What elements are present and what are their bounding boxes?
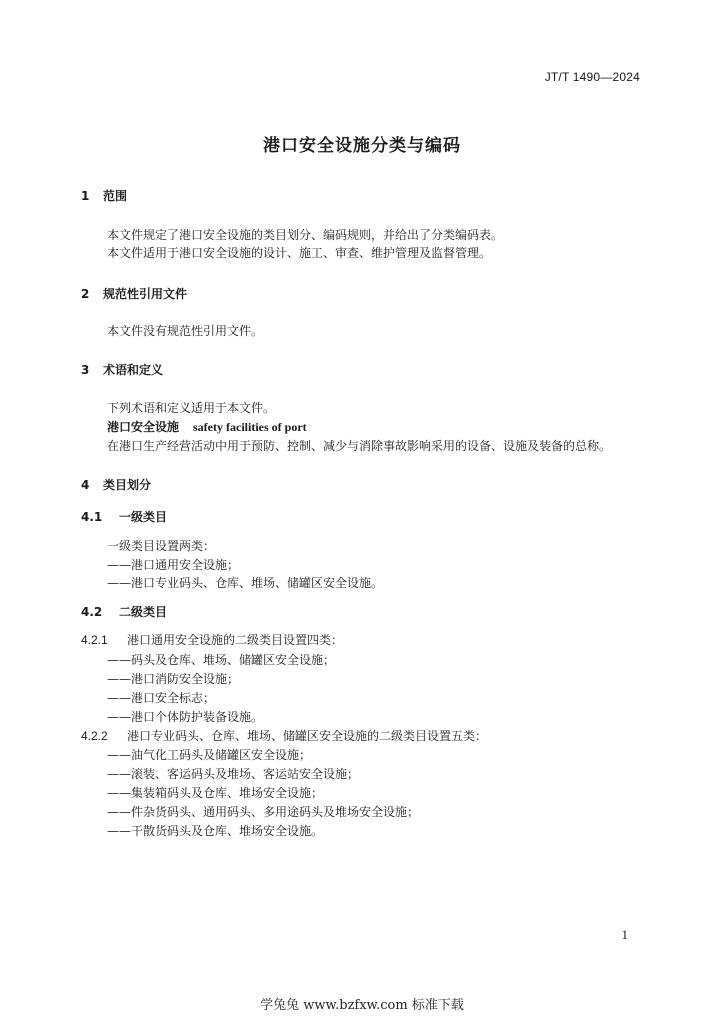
- list-item: ——滚装、客运码头及堆场、客运站安全设施；: [107, 767, 360, 781]
- section-1-heading: [81, 187, 127, 204]
- section-title: 术语和定义: [103, 363, 164, 377]
- page-number: 1: [621, 927, 628, 942]
- term-english: safety facilities of port: [193, 420, 307, 434]
- subsection-title: 一级类目: [119, 510, 168, 524]
- section-title: 类目划分: [103, 478, 152, 492]
- standard-number: JT/T 1490—2024: [544, 70, 640, 84]
- term-entry: [107, 418, 307, 435]
- section-3-heading: [81, 361, 163, 378]
- list-item: ——港口消防安全设施；: [107, 672, 240, 686]
- list-item: ——件杂货码头、通用码头、多用途码头及堆场安全设施；: [107, 805, 420, 819]
- section-2-heading: [81, 285, 187, 302]
- document-title: 港口安全设施分类与编码: [263, 136, 461, 156]
- section-title: 范围: [103, 189, 128, 203]
- section-number: 2: [81, 287, 90, 301]
- list-item: ——码头及仓库、堆场、储罐区安全设施；: [107, 653, 336, 667]
- subsection-title: 二级类目: [119, 605, 168, 619]
- paragraph: 本文件适用于港口安全设施的设计、施工、审查、维护管理及监督管理。: [107, 246, 492, 260]
- clause-number: 4.2.1: [81, 633, 108, 647]
- section-4-heading: [81, 476, 151, 493]
- clause-text: 港口通用安全设施的二级类目设置四类：: [127, 633, 344, 647]
- clause-4-2-2: [81, 727, 487, 744]
- list-item: ——油气化工码头及储罐区安全设施；: [107, 748, 312, 762]
- subsection-4-1-heading: [81, 508, 167, 525]
- clause-4-2-1: [81, 631, 343, 648]
- list-item: ——港口安全标志；: [107, 691, 216, 705]
- clause-number: 4.2.2: [81, 729, 108, 743]
- subsection-number: 4.2: [81, 605, 103, 619]
- list-item: ——港口个体防护装备设施。: [107, 710, 264, 724]
- section-number: 1: [81, 189, 90, 203]
- section-title: 规范性引用文件: [103, 287, 188, 301]
- list-item: ——集装箱码头及仓库、堆场安全设施；: [107, 786, 324, 800]
- footer-watermark: 学兔兔 www.bzfxw.com 标准下载: [260, 998, 464, 1013]
- section-number: 4: [81, 478, 90, 492]
- list-item: ——干散货码头及仓库、堆场安全设施。: [107, 824, 324, 838]
- subsection-4-2-heading: [81, 603, 167, 620]
- term-chinese: 港口安全设施: [107, 420, 180, 434]
- paragraph: 下列术语和定义适用于本文件。: [107, 401, 276, 415]
- section-number: 3: [81, 363, 90, 377]
- paragraph: 本文件没有规范性引用文件。: [107, 324, 264, 338]
- subsection-number: 4.1: [81, 510, 103, 524]
- clause-text: 港口专业码头、仓库、堆场、储罐区安全设施的二级类目设置五类：: [127, 729, 488, 743]
- paragraph: 一级类目设置两类：: [107, 539, 216, 553]
- list-item: ——港口专业码头、仓库、堆场、储罐区安全设施。: [107, 576, 384, 590]
- term-definition: 在港口生产经营活动中用于预防、控制、减少与消除事故影响采用的设备、设施及装备的总称。: [107, 439, 612, 453]
- list-item: ——港口通用安全设施；: [107, 558, 240, 572]
- paragraph: 本文件规定了港口安全设施的类目划分、编码规则，并给出了分类编码表。: [107, 228, 504, 242]
